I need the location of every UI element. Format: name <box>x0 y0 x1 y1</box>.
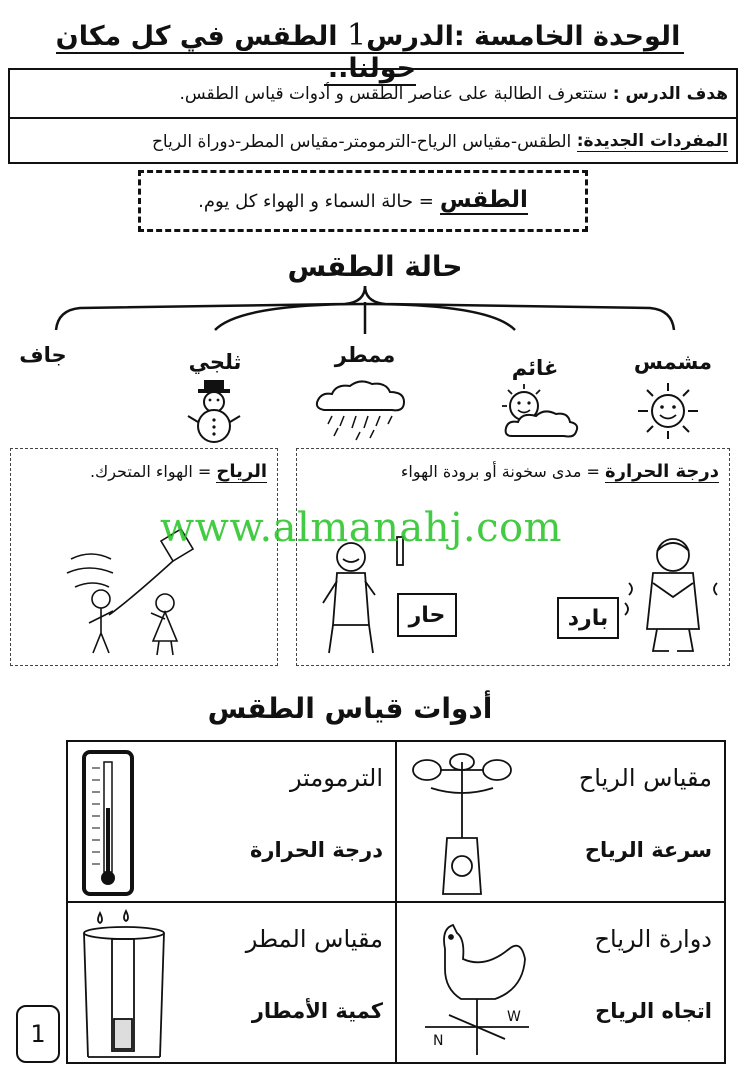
objective-text: ستتعرف الطالبة على عناصر الطقس و أدوات قياس الطقس. <box>179 83 608 104</box>
wind-definition <box>90 461 267 482</box>
wind-text: = الهواء المتحرك. <box>89 462 212 481</box>
hot-tag: حار <box>397 593 457 637</box>
temperature-text: = مدى سخونة أو برودة الهواء <box>400 462 600 481</box>
vocabulary-row <box>10 117 736 164</box>
vocabulary-text: الطقس-مقياس الرياح-الترمومتر-مقياس المطر-دوراة الرياح <box>151 131 572 152</box>
state-snowy-label: ثلجي <box>188 350 242 374</box>
tool-name: دوارة الرياح <box>594 925 712 953</box>
thermometer-icon <box>80 748 150 900</box>
wind-term: الرياح <box>216 461 267 482</box>
tool-name: مقياس المطر <box>245 925 383 953</box>
definition-term: الطقس <box>439 187 528 213</box>
objective-row <box>10 70 736 117</box>
sun-icon <box>632 380 704 442</box>
svg-text:W: W <box>507 1009 521 1025</box>
tool-use: سرعة الرياح <box>584 838 712 862</box>
state-dry-label: جاف <box>19 343 67 367</box>
temperature-definition <box>401 461 719 482</box>
tools-heading: أدوات قياس الطقس <box>207 692 493 725</box>
cold-person-illustration <box>623 533 723 659</box>
definition-text: = حالة السماء و الهواء كل يوم. <box>198 190 434 212</box>
objective-label: هدف الدرس : <box>612 83 728 104</box>
anemometer-icon <box>405 748 525 898</box>
lesson-title: الطقس في كل مكان حولنا.. <box>55 21 417 84</box>
state-rainy-label: ممطر <box>334 343 396 367</box>
snowman-icon <box>186 378 242 444</box>
tool-name: الترمومتر <box>289 764 383 792</box>
rain-gauge-icon <box>78 909 178 1061</box>
weather-states-heading: حالة الطقس <box>287 250 463 283</box>
tool-cell-anemometer <box>396 741 725 902</box>
weather-definition-box <box>138 170 588 232</box>
tool-cell-thermometer <box>67 741 396 902</box>
wind-panel <box>10 448 278 666</box>
state-sunny-label: مشمس <box>633 350 713 374</box>
tool-cell-wind-vane <box>396 902 725 1063</box>
partly-cloudy-icon <box>494 382 586 444</box>
unit-label: الوحدة الخامسة :الدرس <box>366 21 681 52</box>
tool-use: درجة الحرارة <box>249 838 383 862</box>
svg-text:N: N <box>433 1033 444 1049</box>
watermark: www.almanahj.com <box>160 505 563 551</box>
lesson-info-box <box>8 68 738 164</box>
tool-cell-rain-gauge <box>67 902 396 1063</box>
vocabulary-label: المفردات الجديدة: <box>576 131 728 151</box>
rain-cloud-icon <box>312 378 410 442</box>
state-cloudy-label: غائم <box>511 356 559 380</box>
temperature-panel <box>296 448 730 666</box>
tool-use: كمية الأمطار <box>251 999 383 1023</box>
wind-vane-icon <box>405 909 545 1059</box>
tool-name: مقياس الرياح <box>578 764 712 792</box>
weather-states-brace <box>40 282 700 342</box>
page-number: 1 <box>16 1005 60 1063</box>
temperature-term: درجة الحرارة <box>604 461 719 482</box>
tool-use: اتجاه الرياح <box>595 999 712 1023</box>
cold-tag: بارد <box>557 597 619 639</box>
weather-tools-table <box>66 740 726 1064</box>
lesson-number: 1 <box>346 18 367 53</box>
